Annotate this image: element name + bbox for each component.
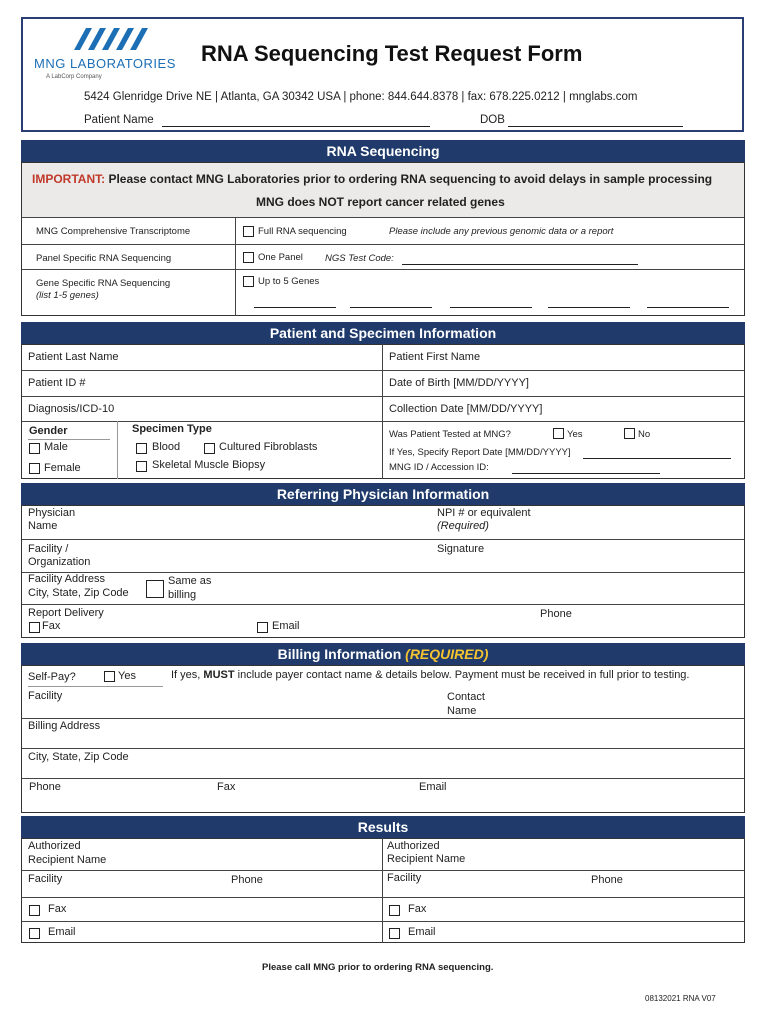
results-fax-checkbox-right[interactable] [389,905,400,916]
note-must: MUST [203,669,235,681]
recipient-name-label-left: Recipient Name [28,854,107,866]
physician-phone-label: Phone [540,608,572,620]
delivery-fax-label: Fax [42,620,61,632]
physician-name-label: Name [28,520,58,532]
results-phone-label-left: Phone [231,874,263,886]
full-rna-note: Please include any previous genomic data or a report [389,226,614,237]
billing-section [21,665,745,813]
results-email-checkbox-left[interactable] [29,928,40,939]
full-rna-checkbox[interactable] [243,226,254,237]
patient-col-divider [382,344,383,479]
results-heading: Results [21,816,745,838]
self-pay-underline [28,686,163,687]
important-prefix: IMPORTANT: [32,172,106,186]
gene-field-4[interactable] [548,307,630,308]
rna-row-divider [22,244,744,245]
first-name-label: Patient First Name [389,351,481,363]
ngs-test-code-field[interactable] [402,264,638,265]
female-checkbox[interactable] [29,463,40,474]
results-fax-checkbox-left[interactable] [29,905,40,916]
contact-name-label: Name [447,705,477,717]
patient-row-divider [22,421,744,422]
billing-heading [21,643,745,665]
authorized-label-left: Authorized [28,840,81,852]
panel-label: Panel Specific RNA Sequencing [36,253,172,264]
rna-heading: RNA Sequencing [21,140,745,162]
npi-required-label: (Required) [437,520,489,532]
specimen-type-label: Specimen Type [132,423,212,435]
physician-city-label: City, State, Zip Code [28,587,129,599]
physician-row-divider [22,539,744,540]
self-pay-note [171,669,689,681]
birth-date-label: Date of Birth [MM/DD/YYYY] [389,377,529,389]
patient-name-label: Patient Name [84,114,154,126]
accession-label: MNG ID / Accession ID: [389,462,489,473]
billing-email-label: Email [419,781,447,793]
muscle-biopsy-checkbox[interactable] [136,461,147,472]
transcriptome-label: MNG Comprehensive Transcriptome [36,226,191,237]
results-section [21,838,745,943]
fibroblasts-checkbox[interactable] [204,443,215,454]
facility-label: Facility / [28,543,69,555]
delivery-email-checkbox[interactable] [257,622,268,633]
physician-label: Physician [28,507,76,519]
patient-id-label: Patient ID # [28,377,86,389]
results-phone-label-right: Phone [591,874,623,886]
billing-required-label: (REQUIRED) [405,646,489,662]
tested-no-label: No [638,429,651,440]
tested-at-mng-label: Was Patient Tested at MNG? [389,429,511,440]
results-facility-label-left: Facility [28,873,63,885]
one-panel-label: One Panel [258,252,303,263]
form-code: 08132021 RNA V07 [645,994,716,1003]
ngs-test-code-label: NGS Test Code: [325,253,394,264]
gene-field-5[interactable] [647,307,729,308]
recipient-name-label-right: Recipient Name [387,853,466,865]
blood-checkbox[interactable] [136,443,147,454]
same-as-label: Same as [168,575,212,587]
results-row-divider [22,921,744,922]
tested-no-checkbox[interactable] [624,428,635,439]
billing-city-label: City, State, Zip Code [28,751,129,763]
no-cancer-note: MNG does NOT report cancer related genes [256,195,505,209]
male-label: Male [44,441,68,453]
physician-row-divider [22,604,744,605]
billing-address-label: Billing Address [28,720,101,732]
one-panel-checkbox[interactable] [243,252,254,263]
male-checkbox[interactable] [29,443,40,454]
patient-row-divider [22,370,744,371]
up-to-5-genes-checkbox[interactable] [243,276,254,287]
collection-date-label: Collection Date [MM/DD/YYYY] [389,403,543,415]
note-prefix: If yes, [171,669,204,681]
full-rna-label: Full RNA sequencing [258,226,347,237]
patient-name-field[interactable] [162,126,430,127]
npi-label: NPI # or equivalent [437,507,531,519]
results-email-label-right: Email [408,926,436,938]
same-as-billing-checkbox[interactable] [146,580,164,598]
logo-subtext: A LabCorp Company [46,74,102,80]
gene-field-1[interactable] [254,307,336,308]
billing-row-divider [22,718,744,719]
dob-field[interactable] [508,126,683,127]
physician-row-divider [22,572,744,573]
delivery-email-label: Email [272,620,300,632]
results-fax-label-right: Fax [408,903,427,915]
gender-label: Gender [29,425,68,437]
gene-field-2[interactable] [350,307,432,308]
dob-label: DOB [480,114,505,126]
page-title: RNA Sequencing Test Request Form [201,41,583,66]
physician-heading: Referring Physician Information [21,483,745,505]
patient-heading: Patient and Specimen Information [21,322,745,344]
note-suffix: include payer contact name & details below. Payment must be received in full prior to testing. [234,669,690,681]
delivery-fax-checkbox[interactable] [29,622,40,633]
important-message: Please contact MNG Laboratories prior to ordering RNA sequencing to avoid delays in sample processing [105,172,713,186]
patient-row-divider [22,396,744,397]
female-label: Female [44,462,81,474]
results-row-divider [22,870,744,871]
results-facility-label-right: Facility [387,872,422,884]
billing-label: billing [168,589,197,601]
gene-field-3[interactable] [450,307,532,308]
report-delivery-label: Report Delivery [28,607,104,619]
self-pay-label: Self-Pay? [28,671,76,683]
tested-yes-label: Yes [567,429,583,440]
gene-specific-label: Gene Specific RNA Sequencing [36,278,171,289]
results-email-label-left: Email [48,926,76,938]
rna-row-divider [22,217,744,218]
self-pay-yes-checkbox[interactable] [104,671,115,682]
gender-divider [117,421,118,479]
rna-col-divider [235,217,236,316]
gender-underline [28,439,110,440]
facility-address-label: Facility Address [28,573,106,585]
accession-field[interactable] [512,473,660,474]
fibroblasts-label: Cultured Fibroblasts [219,441,318,453]
rna-row-divider [22,269,744,270]
billing-row-divider [22,778,744,779]
important-text [32,172,712,186]
up-to-5-genes-label: Up to 5 Genes [258,276,320,287]
self-pay-yes-label: Yes [118,670,136,682]
report-date-label: If Yes, Specify Report Date [MM/DD/YYYY] [389,447,571,458]
signature-label: Signature [437,543,485,555]
results-email-checkbox-right[interactable] [389,928,400,939]
billing-phone-label: Phone [29,781,61,793]
logo-text: MNG LABORATORIES [34,56,176,71]
contact-label: Contact [447,691,485,703]
muscle-biopsy-label: Skeletal Muscle Biopsy [152,459,266,471]
billing-heading-text: Billing Information [277,646,406,662]
results-fax-label-left: Fax [48,903,67,915]
tested-yes-checkbox[interactable] [553,428,564,439]
results-col-divider [382,838,383,943]
billing-fax-label: Fax [217,781,236,793]
billing-row-divider [22,748,744,749]
mng-logo [34,24,184,86]
blood-label: Blood [152,441,181,453]
authorized-label-right: Authorized [387,840,440,852]
report-date-field[interactable] [583,458,731,459]
address-line: 5424 Glenridge Drive NE | Atlanta, GA 30342 USA | phone: 844.644.8378 | fax: 678.225.0212 | mnglabs.com [84,91,638,103]
results-row-divider [22,897,744,898]
gene-specific-sub: (list 1-5 genes) [36,290,99,301]
organization-label: Organization [28,556,91,568]
last-name-label: Patient Last Name [28,351,119,363]
billing-facility-label: Facility [28,690,63,702]
footer-note: Please call MNG prior to ordering RNA sequencing. [262,962,494,973]
diagnosis-label: Diagnosis/ICD-10 [28,403,115,415]
logo-mark-icon [68,26,158,52]
